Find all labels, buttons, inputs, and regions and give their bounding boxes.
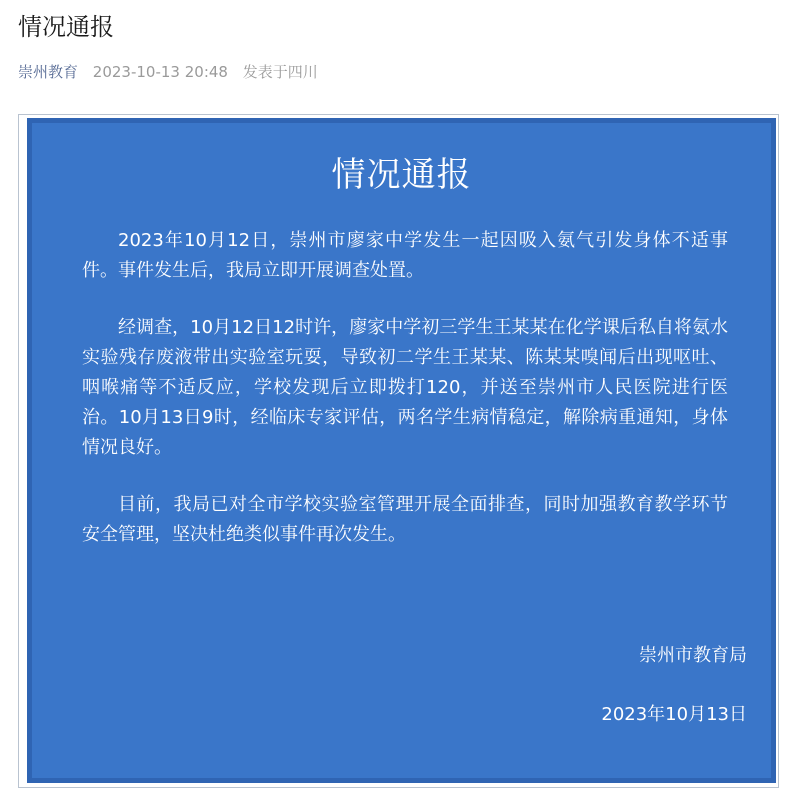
article-title: 情况通报 (18, 13, 114, 41)
publish-datetime: 2023-10-13 20:48 (92, 63, 228, 81)
notice-image (27, 118, 776, 783)
notice-title: 情况通报 (331, 155, 472, 195)
notice-paragraph: 2023年10月12日，崇州市廖家中学发生一起因吸入氨气引发身体不适事件。事件发生后，我局立即开展调查处置。 (82, 230, 728, 281)
notice-paragraph: 目前，我局已对全市学校实验室管理开展全面排查，同时加强教育教学环节安全管理，坚决杜绝类似事件再次发生。 (82, 494, 728, 545)
notice-signature: 崇州市教育局 (639, 645, 747, 666)
publish-location: 发表于四川 (242, 63, 318, 81)
notice-date: 2023年10月13日 (601, 704, 747, 725)
account-name-link[interactable]: 崇州教育 (18, 63, 79, 81)
article-meta (18, 60, 318, 84)
notice-paragraph: 经调查，10月12日12时许，廖家中学初三学生王某某在化学课后私自将氨水实验残存废液带出实验室玩耍，导致初二学生王某某、陈某某嗅闻后出现呕吐、咽喉痛等不适反应，学校发现后立即拨打120，并送至崇州市人民医院进行医治。10月13日9时，经临床专家评估，两名学生病情稳定，解除病重通知，身体情况良好。 (82, 317, 728, 458)
